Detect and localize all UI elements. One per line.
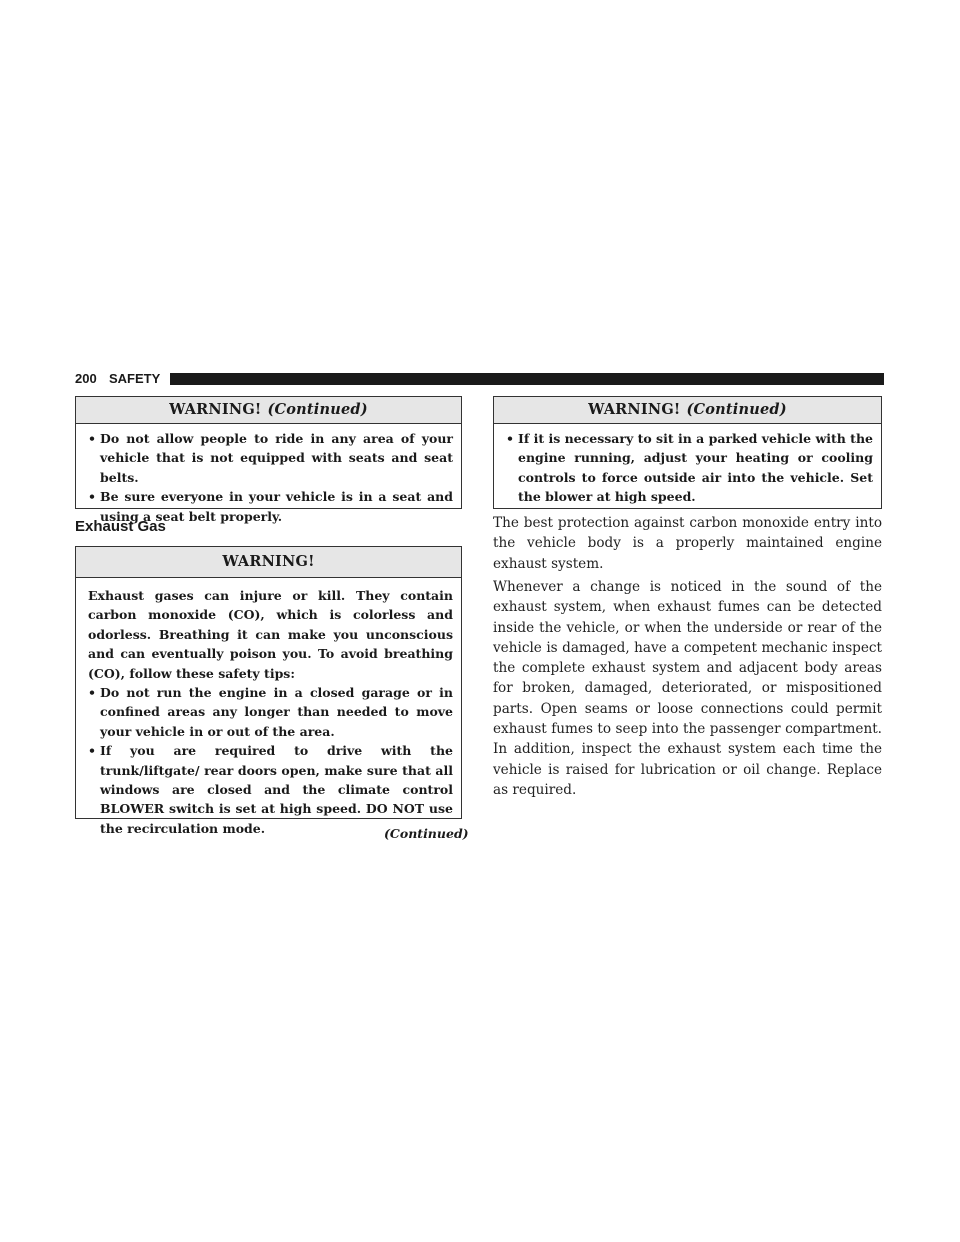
bullet-text: Do not allow people to ride in any area of your vehicle that is not equipped with seats and seat belts. (100, 431, 453, 485)
continued-label: (Continued) (686, 401, 787, 418)
bullet-dot: • (88, 431, 96, 446)
bullet-dot: • (88, 489, 96, 505)
warning-title (76, 547, 461, 578)
body-paragraph: The best protection against carbon monoxide entry into the vehicle body is a properly maintained engine exhaust system. (493, 515, 882, 572)
warning-bullet (88, 429, 453, 487)
warning-label: WARNING! (588, 401, 681, 418)
bullet-dot: • (506, 431, 514, 446)
bullet-text: Be sure everyone in your vehicle is in a seat and using a seat belt properly. (100, 489, 453, 524)
warning-title (494, 397, 881, 424)
header-rule (170, 373, 884, 385)
warning-body (76, 424, 461, 532)
bullet-dot: • (88, 743, 96, 759)
continued-label: (Continued) (267, 401, 368, 418)
page-header (75, 370, 884, 388)
bullet-text: If you are required to drive with the trunk/liftgate/ rear doors open, make sure that all windows are closed and the climate control BLOWER switch is set at high speed. DO NOT use the recirculation mode. (100, 743, 453, 836)
warning-bullet (88, 741, 453, 838)
warning-label: WARNING! (222, 553, 315, 570)
warning-box-continued-left (75, 396, 462, 524)
warning-body (76, 578, 461, 844)
warning-bullet (88, 683, 453, 741)
section-title: SAFETY (109, 371, 161, 386)
bullet-text: If it is necessary to sit in a parked vehicle with the engine running, adjust your heating or cooling controls to force outside air into the vehicle. Set the blower at high speed. (518, 431, 873, 505)
body-paragraph: Whenever a change is noticed in the sound of the exhaust system, when exhaust fumes can be detected inside the vehicle, or when the underside or rear of the vehicle is damaged, have a competent mechanic inspect the complete exhaust system and adjacent body areas for broken, damaged, deteriorated, or mispositioned parts. Open seams or loose connections could permit exhaust fumes to seep into the passenger compartment. In addition, inspect the exhaust system each time the vehicle is raised for lubrication or oil change. Replace as required. (493, 579, 882, 798)
warning-body (494, 424, 881, 513)
warning-box-continued-right (493, 396, 882, 509)
warning-bullet (506, 429, 873, 507)
section-heading: Exhaust Gas (75, 518, 166, 535)
warning-label: WARNING! (169, 401, 262, 418)
bullet-text: Do not run the engine in a closed garage or in confined areas any longer than needed to move your vehicle in or out of the area. (100, 685, 453, 739)
bullet-dot: • (88, 685, 96, 701)
warning-title (76, 397, 461, 424)
page-number: 200 (75, 371, 97, 386)
warning-intro: Exhaust gases can injure or kill. They contain carbon monoxide (CO), which is colorless and odorless. Breathing it can make you unconscious and can eventually poison you. To avoid breathing (CO), follow these safety tips: (88, 588, 453, 681)
continued-footer: (Continued) (384, 826, 469, 841)
